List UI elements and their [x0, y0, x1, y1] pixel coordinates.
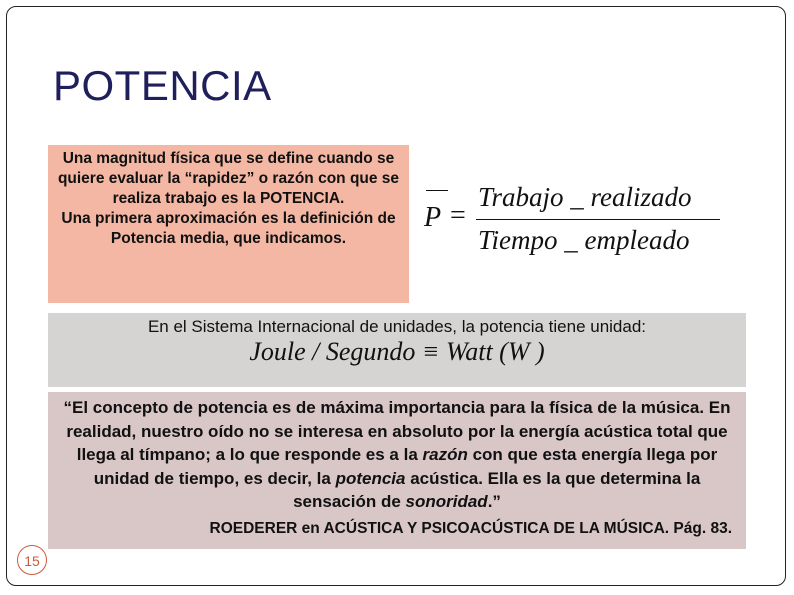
fraction-line	[476, 219, 720, 220]
quote-part-4: .”	[487, 492, 501, 511]
definition-paragraph-2: Una primera aproximación es la definición de Potencia media, que indicamos.	[61, 210, 396, 247]
quote-text	[56, 396, 738, 514]
quote-box	[48, 392, 746, 549]
quote-reference: ROEDERER en ACÚSTICA Y PSICOACÚSTICA DE LA MÚSICA. Pág. 83.	[209, 519, 732, 537]
equals-sign: =	[450, 200, 466, 231]
si-units-text: En el Sistema Internacional de unidades, la potencia tiene unidad:	[147, 317, 647, 336]
definition-paragraph-1: Una magnitud física que se define cuando se quiere evaluar la “rapidez” o razón con que se realiza trabajo es la POTENCIA.	[57, 150, 400, 207]
power-formula	[420, 178, 730, 262]
quote-part-3: acústica. Ella es la que determina la sensación de	[293, 468, 701, 511]
formula-numerator: Trabajo _ realizado	[478, 182, 692, 212]
slide-title: POTENCIA	[53, 62, 272, 109]
formula-denominator: Tiempo _ empleado	[478, 225, 690, 255]
quote-part-1: “El concepto de potencia es de máxima importancia para la física de la música. En realidad, nuestro oído no se interesa en absoluto por la energía acústica total que llega al tímpano; a lo que responde es a la	[63, 398, 731, 464]
quote-emphasis-2: potencia	[335, 468, 406, 488]
mean-bar	[426, 190, 448, 191]
slide-number-badge: 15	[17, 545, 47, 575]
quote-emphasis-1: razón	[422, 445, 468, 464]
quote-part-2: con que esta energía llega por unidad de tiempo, es decir, la	[93, 445, 718, 488]
definition-box	[48, 145, 409, 303]
si-units-formula: Joule / Segundo ≡ Watt (W )	[249, 337, 545, 366]
si-units-box	[48, 313, 746, 387]
power-symbol: P	[424, 202, 442, 233]
quote-emphasis-3: sonoridad	[405, 492, 488, 511]
